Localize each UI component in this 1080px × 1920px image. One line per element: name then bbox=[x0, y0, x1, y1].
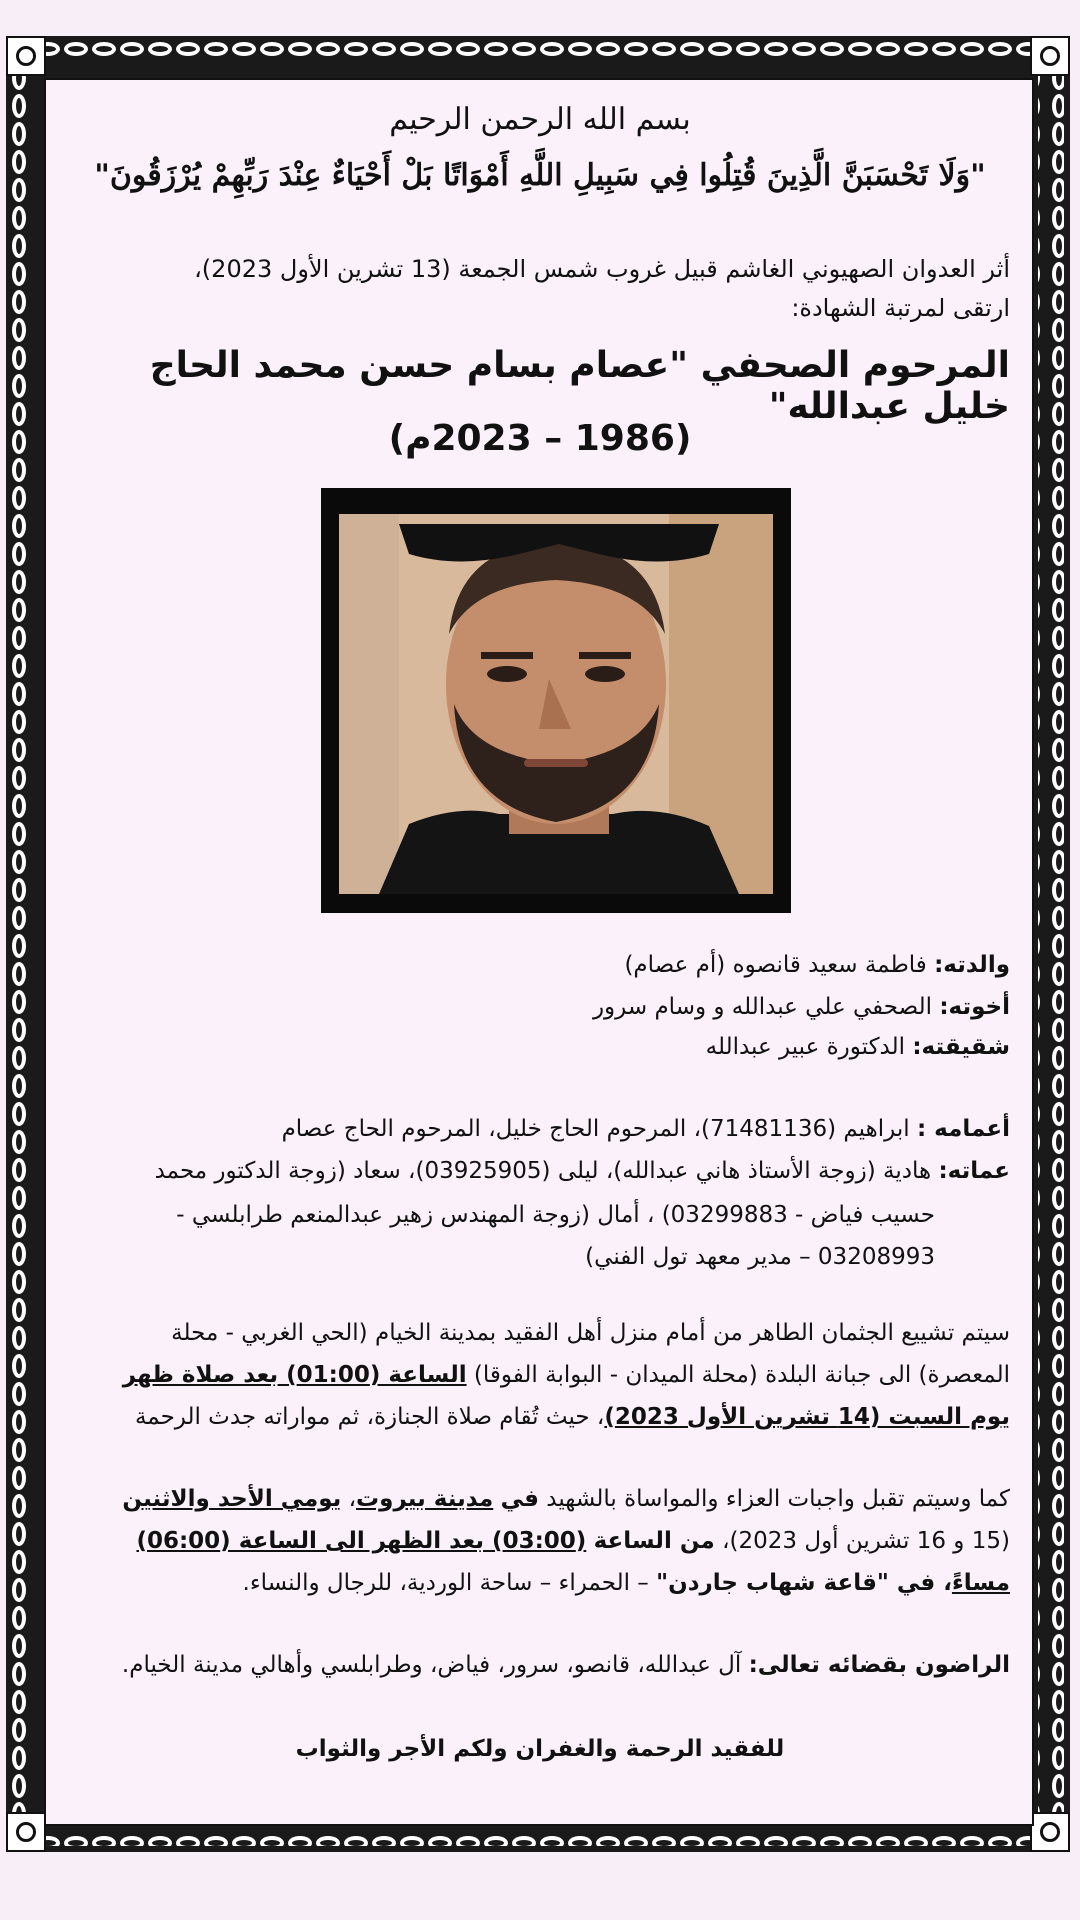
aunts-line-1 bbox=[60, 1158, 1010, 1184]
mother-value: فاطمة سعيد قانصوه (أم عصام) bbox=[624, 952, 927, 978]
basmala: بسم الله الرحمن الرحيم bbox=[389, 102, 691, 137]
funeral-line-1: سيتم تشييع الجثمان الطاهر من أمام منزل أهل الفقيد بمدينة الخيام (الحي الغربي - محلة bbox=[171, 1320, 1010, 1346]
brothers-value: الصحفي علي عبدالله و وسام سرور bbox=[592, 994, 933, 1020]
corner-ornament bbox=[1030, 36, 1070, 76]
deceased-name: المرحوم الصحفي "عصام بسام حسن محمد الحاج خليل عبدالله" bbox=[149, 345, 1010, 427]
mother-line bbox=[60, 952, 1010, 978]
corner-ornament bbox=[6, 1812, 46, 1852]
condolence-evening: مساءً bbox=[951, 1570, 1010, 1596]
brothers-line bbox=[60, 994, 1010, 1020]
condolence-hours: (03:00) بعد الظهر الى الساعة (06:00) bbox=[136, 1528, 587, 1554]
intro-line-2: ارتقى لمرتبة الشهادة: bbox=[791, 294, 1010, 322]
condolence-from: من الساعة bbox=[593, 1528, 715, 1554]
sister-line bbox=[60, 1034, 1010, 1060]
condolence-line-3 bbox=[60, 1570, 1010, 1596]
aunts-value-1: هادية (زوجة الأستاذ هاني عبدالله)، ليلى (03925905)، سعاد (زوجة الدكتور محمد bbox=[154, 1158, 932, 1184]
condolence-dates: (15 و 16 تشرين أول 2023)، bbox=[722, 1528, 1010, 1554]
portrait-photo bbox=[339, 514, 773, 894]
mother-label: والدته: bbox=[934, 952, 1010, 978]
funeral-time: الساعة (01:00) بعد صلاة ظهر bbox=[122, 1362, 467, 1388]
mourners-label: الراضون بقضائه تعالى: bbox=[748, 1652, 1010, 1678]
sister-value: الدكتورة عبير عبدالله bbox=[705, 1034, 906, 1060]
mourners-line bbox=[60, 1652, 1010, 1678]
sister-label: شقيقته: bbox=[912, 1034, 1010, 1060]
corner-ornament bbox=[6, 36, 46, 76]
corner-ornament bbox=[1030, 1812, 1070, 1852]
condolence-intro: كما وسيتم تقبل واجبات العزاء والمواساة بالشهيد bbox=[546, 1486, 1010, 1512]
condolence-city: مدينة بيروت bbox=[356, 1486, 494, 1512]
uncles-label: أعمامه : bbox=[916, 1116, 1010, 1142]
closing-prayer: للفقيد الرحمة والغفران ولكم الأجر والثواب bbox=[295, 1736, 785, 1762]
aunts-line-2: حسيب فياض - 03299883) ، أمال (زوجة المهندس زهير عبدالمنعم طرابلسي - bbox=[176, 1202, 935, 1228]
portrait-icon bbox=[339, 514, 773, 894]
condolence-hall: ، في "قاعة شهاب جاردن" bbox=[656, 1570, 952, 1596]
condolence-line-2 bbox=[60, 1528, 1010, 1554]
condolence-comma: ، bbox=[348, 1486, 357, 1512]
funeral-route: المعصرة) الى جبانة البلدة (محلة الميدان - البوابة الفوقا) bbox=[473, 1362, 1010, 1388]
quran-verse: "وَلَا تَحْسَبَنَّ الَّذِينَ قُتِلُوا فِي سَبِيلِ اللَّهِ أَمْوَاتًا بَلْ أَحْيَاءٌ عِنْدَ رَبِّهِمْ يُرْزَقُونَ" bbox=[94, 158, 986, 193]
condolence-location: – الحمراء – ساحة الوردية، للرجال والنساء. bbox=[242, 1570, 649, 1596]
funeral-line-2 bbox=[60, 1362, 1010, 1388]
funeral-line-3 bbox=[60, 1404, 1010, 1430]
uncles-value: ابراهيم (71481136)، المرحوم الحاج خليل، المرحوم الحاج عصام bbox=[281, 1116, 910, 1142]
brothers-label: أخوته: bbox=[939, 994, 1010, 1020]
life-years: (1986 – 2023م) bbox=[388, 418, 692, 459]
condolence-days: يومي الأحد والاثنين bbox=[122, 1486, 342, 1512]
aunts-line-3: 03208993 – مدير معهد تول الفني) bbox=[585, 1244, 935, 1270]
funeral-date: يوم السبت (14 تشرين الأول 2023) bbox=[604, 1404, 1010, 1430]
mourners-value: آل عبدالله، قانصو، سرور، فياض، وطرابلسي وأهالي مدينة الخيام. bbox=[121, 1652, 742, 1678]
aunts-label: عماته: bbox=[938, 1158, 1010, 1184]
condolence-in: في bbox=[500, 1486, 539, 1512]
intro-line-1: أثر العدوان الصهيوني الغاشم قبيل غروب شمس الجمعة (13 تشرين الأول 2023)، bbox=[194, 255, 1010, 283]
uncles-line bbox=[60, 1116, 1010, 1142]
portrait-frame bbox=[321, 488, 791, 913]
funeral-prayer: ، حيث تُقام صلاة الجنازة، ثم مواراته جدث الرحمة bbox=[134, 1404, 605, 1430]
condolence-line-1 bbox=[60, 1486, 1010, 1512]
